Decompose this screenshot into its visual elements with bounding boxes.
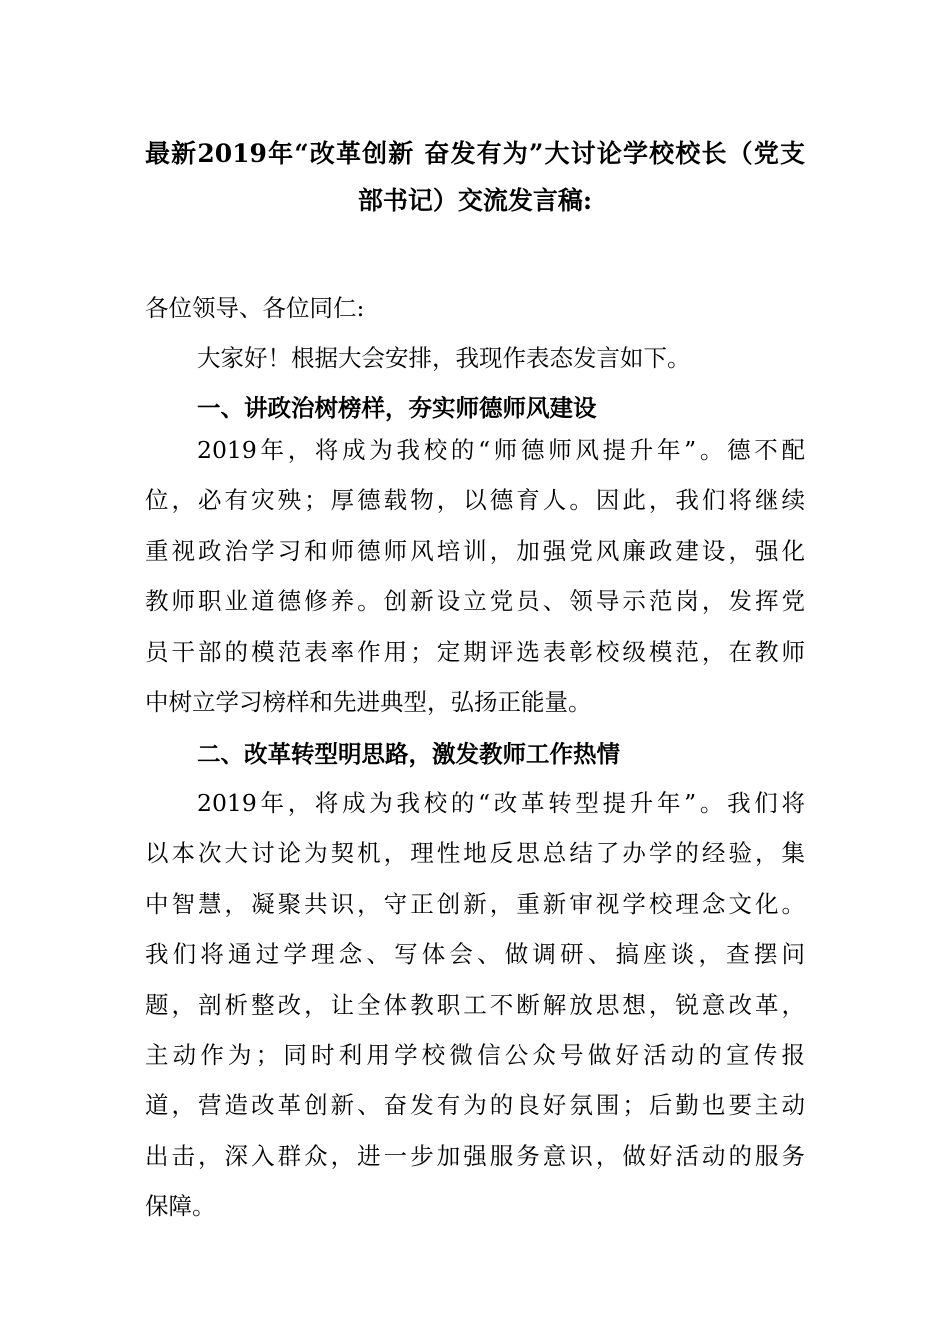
section-2-heading: 二、改革转型明思路，激发教师工作热情 (197, 740, 620, 768)
section-1-heading: 一、讲政治树榜样，夯实师德师风建设 (197, 394, 597, 422)
paragraph-line: 教师职业道德修养。创新设立党员、领导示范岗，发挥党 (145, 587, 805, 616)
paragraph-line: 中树立学习榜样和先进典型，弘扬正能量。 (145, 688, 592, 717)
greeting-paragraph: 大家好！根据大会安排，我现作表态发言如下。 (197, 344, 691, 372)
paragraph-line: 2019年，将成为我校的“改革转型提升年”。我们将 (197, 789, 805, 817)
paragraph-line: 保障。 (145, 1192, 216, 1221)
section-2-paragraph (145, 778, 805, 1232)
paragraph-line: 道，营造改革创新、奋发有为的良好氛围；后勤也要主动 (145, 1091, 805, 1120)
section-1-paragraph (145, 425, 805, 727)
salutation: 各位领导、各位同仁: (145, 294, 365, 322)
document-title-line-2: 部书记）交流发言稿: (357, 186, 593, 215)
paragraph-line: 中智慧，凝聚共识，守正创新，重新审视学校理念文化。 (145, 889, 805, 918)
paragraph-line: 2019年，将成为我校的“师德师风提升年”。德不配 (197, 436, 805, 464)
paragraph-line: 出击，深入群众，进一步加强服务意识，做好活动的服务 (145, 1141, 805, 1170)
paragraph-line: 以本次大讨论为契机，理性地反思总结了办学的经验，集 (145, 839, 805, 868)
paragraph-line: 员干部的模范表率作用；定期评选表彰校级模范，在教师 (145, 637, 805, 666)
document-title-line-1: 最新2019年“改革创新 奋发有为”大讨论学校校长（党支 (145, 139, 805, 168)
paragraph-line: 主动作为；同时利用学校微信公众号做好活动的宣传报 (145, 1041, 805, 1070)
paragraph-line: 位，必有灾殃；厚德载物，以德育人。因此，我们将继续 (145, 486, 805, 515)
paragraph-line: 重视政治学习和师德师风培训，加强党风廉政建设，强化 (145, 536, 805, 565)
paragraph-line: 题，剖析整改，让全体教职工不断解放思想，锐意改革， (145, 990, 805, 1019)
paragraph-line: 我们将通过学理念、写体会、做调研、搞座谈，查摆问 (145, 940, 805, 969)
